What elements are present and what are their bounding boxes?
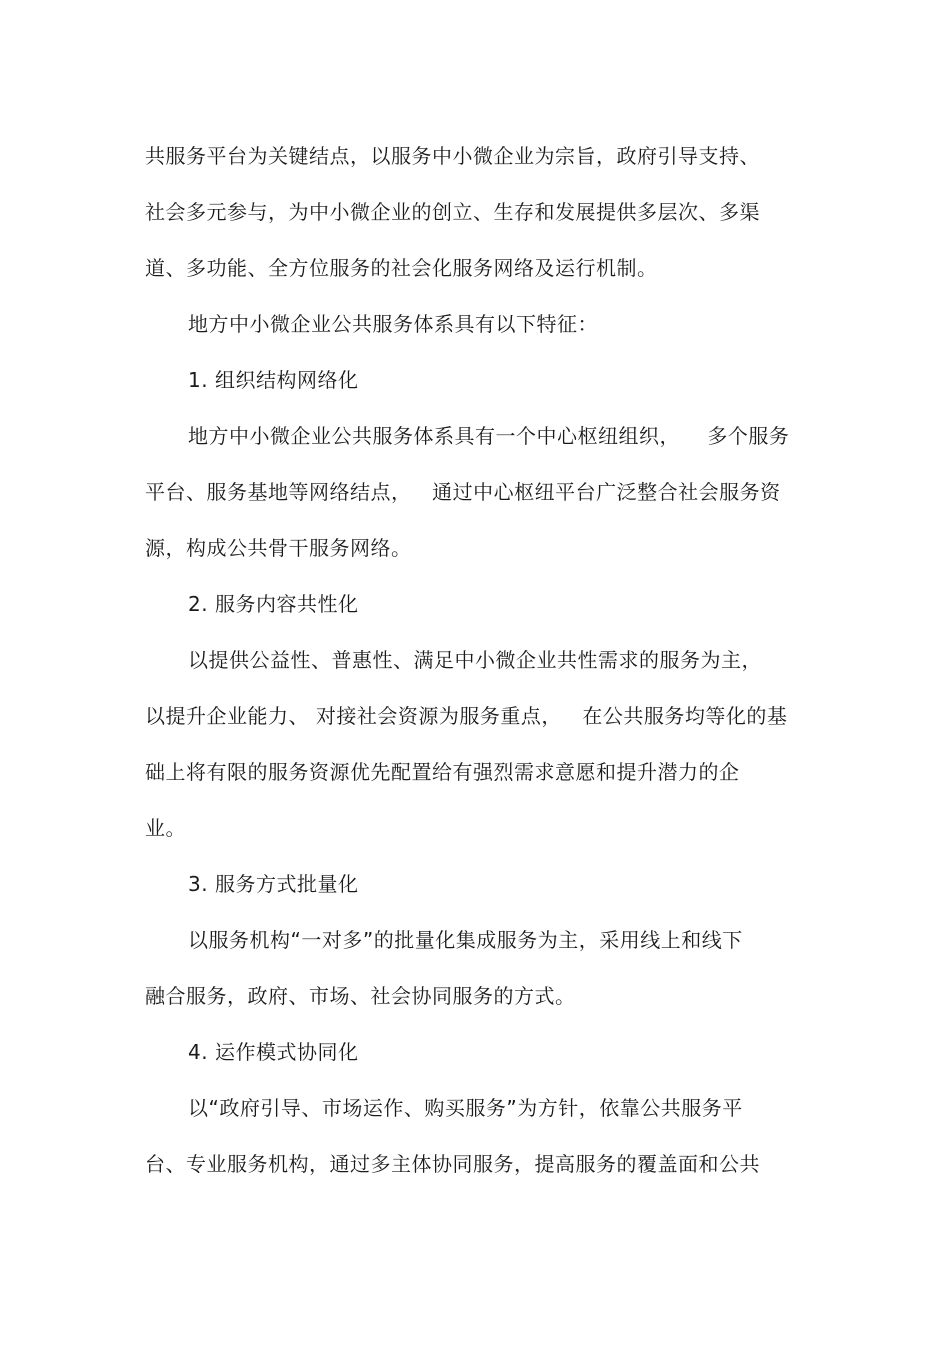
paragraph-line: 融合服务，政府、市场、社会协同服务的方式。 [145,984,576,1008]
paragraph-line: 以提升企业能力、 对接社会资源为服务重点， 在公共服务均等化的基 [145,704,788,728]
paragraph-line: 地方中小微企业公共服务体系具有一个中心枢纽组织， 多个服务 [188,424,790,448]
paragraph-line: 地方中小微企业公共服务体系具有以下特征： [188,312,598,336]
section-heading: 1. 组织结构网络化 [188,368,359,392]
paragraph-line: 以服务机构“一对多”的批量化集成服务为主，采用线上和线下 [188,928,743,952]
section-heading: 3. 服务方式批量化 [188,872,359,896]
section-heading: 2. 服务内容共性化 [188,592,359,616]
paragraph-line: 道、多功能、全方位服务的社会化服务网络及运行机制。 [145,256,658,280]
paragraph-line: 以提供公益性、普惠性、满足中小微企业共性需求的服务为主， [188,648,762,672]
paragraph-line: 社会多元参与，为中小微企业的创立、生存和发展提供多层次、多渠 [145,200,760,224]
paragraph-line: 共服务平台为关键结点，以服务中小微企业为宗旨，政府引导支持、 [145,144,760,168]
paragraph-line: 台、专业服务机构，通过多主体协同服务，提高服务的覆盖面和公共 [145,1152,760,1176]
paragraph-line: 础上将有限的服务资源优先配置给有强烈需求意愿和提升潜力的企 [145,760,740,784]
section-heading: 4. 运作模式协同化 [188,1040,359,1064]
paragraph-line: 平台、服务基地等网络结点， 通过中心枢纽平台广泛整合社会服务资 [145,480,781,504]
paragraph-line: 源，构成公共骨干服务网络。 [145,536,412,560]
paragraph-line: 业。 [145,816,186,840]
paragraph-line: 以“政府引导、市场运作、购买服务”为方针，依靠公共服务平 [188,1096,743,1120]
